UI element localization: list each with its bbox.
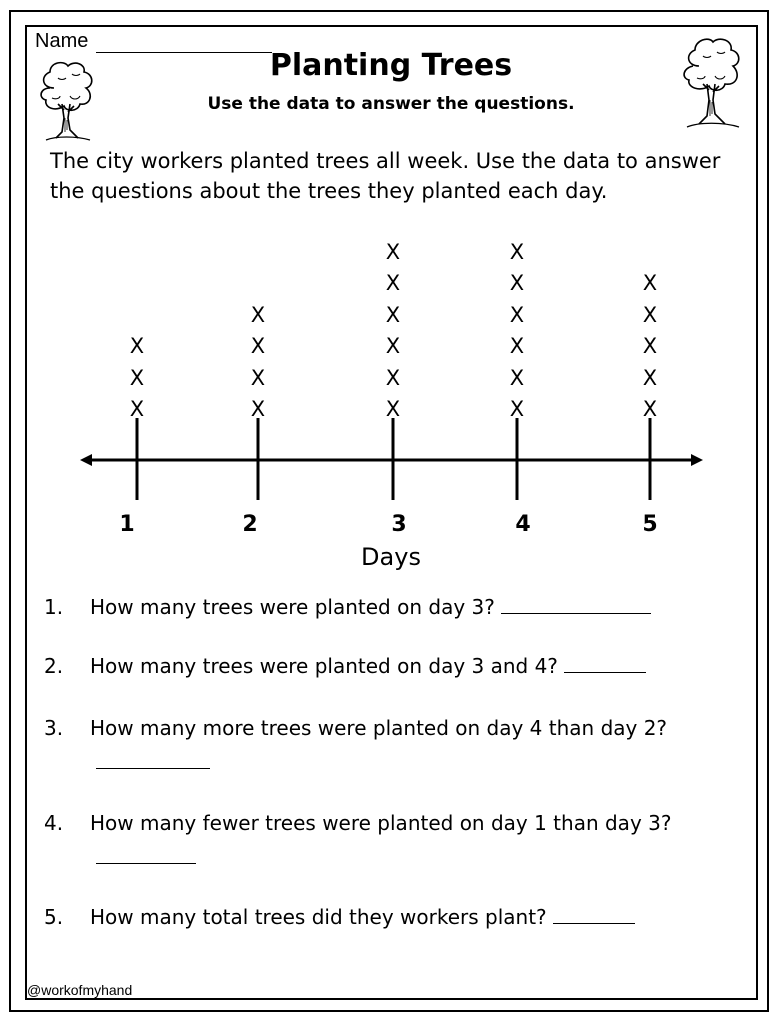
answer-blank[interactable] — [96, 845, 196, 864]
x-marker: X — [250, 397, 266, 421]
answer-blank[interactable] — [564, 654, 646, 673]
x-marker: X — [642, 397, 658, 421]
x-marker: X — [250, 365, 266, 390]
worksheet-subtitle: Use the data to answer the questions. — [207, 94, 575, 114]
answer-blank[interactable] — [553, 905, 635, 924]
x-marker: X — [385, 271, 401, 296]
x-marker: X — [509, 271, 525, 296]
right-arrow-icon — [691, 454, 703, 466]
intro-paragraph: The city workers planted trees all week. Use the data to answer the questions about the trees they planted each day. — [50, 149, 721, 203]
answer-blank[interactable] — [96, 750, 210, 769]
worksheet-title: Planting Trees — [269, 48, 513, 83]
x-marker: X — [642, 271, 658, 296]
tick-label-day-4: 4 — [515, 512, 531, 537]
name-label: Name — [35, 30, 89, 52]
tick-label-day-5: 5 — [642, 512, 658, 537]
x-marker: X — [642, 334, 658, 359]
x-marker: X — [385, 365, 401, 390]
tick-label-day-2: 2 — [242, 512, 258, 537]
x-marker: X — [385, 397, 401, 421]
tick-label-day-1: 1 — [119, 512, 135, 537]
x-marker: X — [250, 302, 266, 327]
x-marker: X — [509, 302, 525, 327]
x-marker: X — [642, 302, 658, 327]
x-marker: X — [385, 334, 401, 359]
x-marker: X — [129, 397, 145, 421]
left-arrow-icon — [80, 454, 92, 466]
x-marker: X — [129, 365, 145, 390]
x-marker: X — [509, 365, 525, 390]
x-marker: X — [385, 240, 401, 264]
x-marker: X — [385, 302, 401, 327]
x-marker: X — [129, 334, 145, 359]
answer-blank[interactable] — [501, 595, 651, 614]
tick-label-day-3: 3 — [391, 512, 407, 537]
x-marker: X — [250, 334, 266, 359]
x-axis-label: Days — [361, 543, 421, 571]
footer-credit: @workofmyhand — [27, 982, 133, 998]
x-marker: X — [509, 397, 525, 421]
x-marker: X — [509, 240, 525, 264]
x-marker: X — [509, 334, 525, 359]
x-marker: X — [642, 365, 658, 390]
